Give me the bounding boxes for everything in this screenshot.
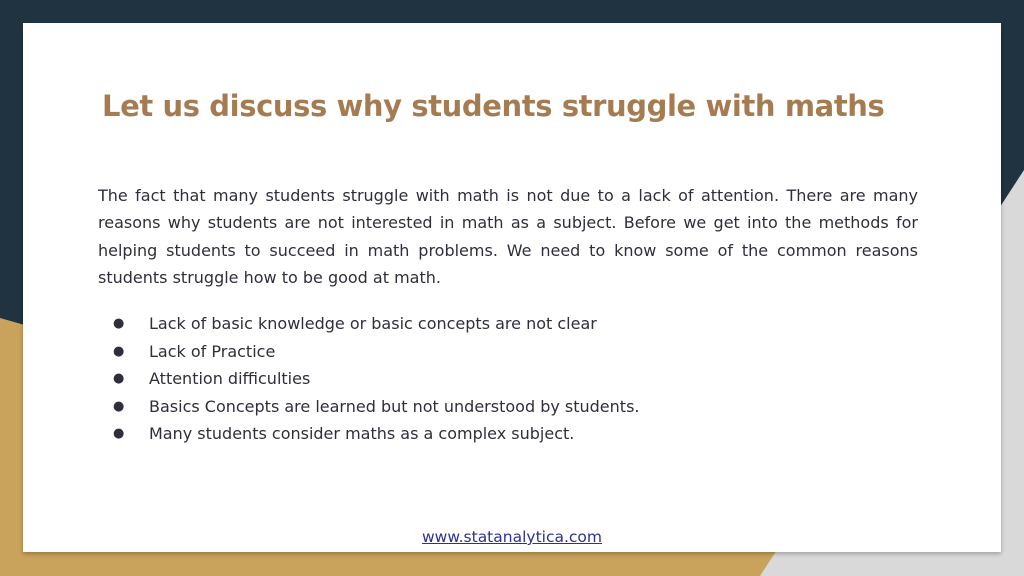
bullet-icon: ● (113, 398, 125, 414)
slide-title: Let us discuss why students struggle with maths (102, 89, 885, 123)
bullet-icon: ● (113, 426, 125, 442)
list-item (98, 310, 918, 338)
list-item (98, 393, 918, 421)
list-item-text: Attention difficulties (149, 369, 311, 389)
footer-website-link[interactable]: www.statanalytica.com (422, 528, 602, 546)
list-item (98, 365, 918, 393)
list-item-text: Lack of Practice (149, 341, 276, 361)
list-item-text: Lack of basic knowledge or basic concepts are not clear (149, 314, 597, 333)
bullet-icon: ● (113, 371, 125, 387)
reasons-list (98, 310, 918, 448)
list-item-text: Basics Concepts are learned but not understood by students. (149, 396, 640, 416)
bullet-icon: ● (113, 343, 125, 359)
slide-card (23, 23, 1001, 552)
intro-paragraph: The fact that many students struggle with math is not due to a lack of attention. There are many reasons why students are not interested in math as a subject. Before we get into the methods for helping students to succeed in math problems. We need to know some of the common reasons students struggle how to be good at math. (98, 186, 918, 287)
list-item (98, 338, 918, 366)
list-item (98, 420, 918, 448)
list-item-text: Many students consider maths as a complex subject. (149, 424, 575, 444)
bullet-icon: ● (113, 316, 125, 331)
